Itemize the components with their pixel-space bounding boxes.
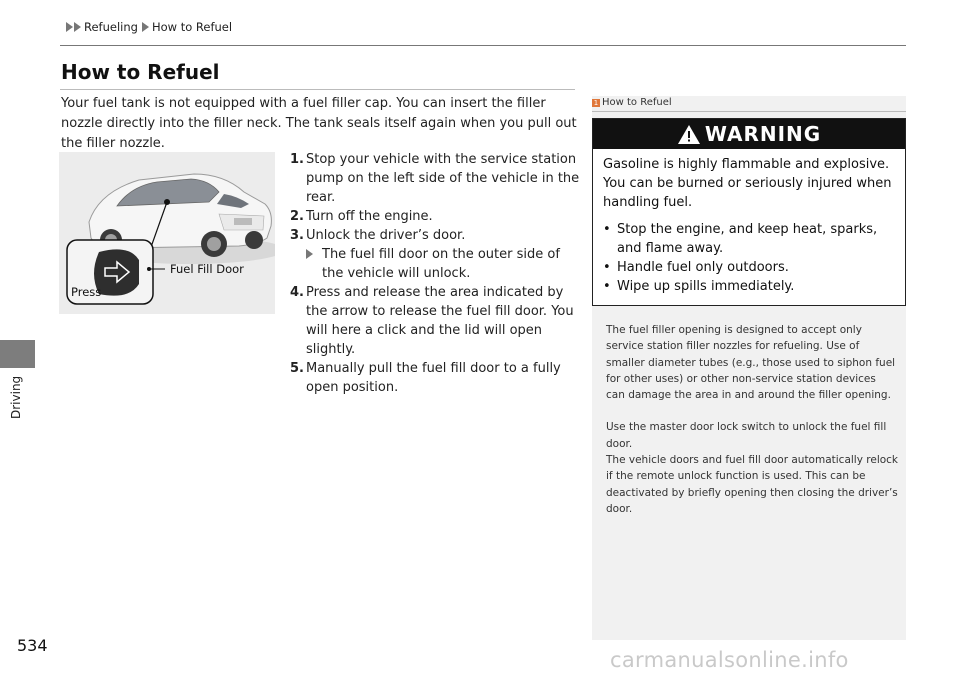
list-item: • Stop the engine, and keep heat, sparks, and flame away.	[603, 220, 893, 258]
reference-icon: 1	[593, 98, 599, 107]
step-text: Manually pull the fuel fill door to a fully open position.	[306, 361, 561, 395]
page-title: How to Refuel	[61, 60, 220, 84]
list-item	[280, 226, 580, 283]
step-number: 4.	[290, 285, 304, 300]
sidebar-divider	[592, 111, 906, 112]
sidebar-header	[592, 97, 672, 108]
note-paragraph: The fuel filler opening is designed to accept only service station filler nozzles for refueling. Use of smaller diameter tubes (e.g., those used to siphon fuel for other uses) or other non-service station devices can damage the area in and around the filler opening.	[606, 324, 896, 402]
intro-paragraph: Your fuel tank is not equipped with a fuel filler cap. You can insert the filler nozzle directly into the filler neck. The tank seals itself again when you pull out the filler nozzle.	[61, 96, 577, 151]
warning-bullet: Handle fuel only outdoors.	[617, 260, 789, 275]
step-text: Unlock the driver’s door.	[306, 228, 466, 243]
warning-bullet: Stop the engine, and keep heat, sparks, and flame away.	[617, 222, 878, 256]
step-body	[306, 226, 580, 283]
warning-header	[593, 119, 905, 149]
step-text: Press and release the area indicated by the arrow to release the fuel fill door. You will here a click and the lid will open slightly.	[306, 285, 574, 357]
list-item	[280, 150, 580, 207]
warning-triangle-icon	[677, 124, 701, 145]
warning-title: WARNING	[704, 122, 822, 146]
breadcrumb-item-refueling[interactable]: Refueling	[84, 20, 138, 34]
warning-box	[592, 118, 906, 306]
warning-text: Gasoline is highly flammable and explosive. You can be burned or seriously injured when handling fuel.	[603, 157, 892, 210]
step-text: Turn off the engine.	[306, 209, 433, 224]
step-number: 2.	[290, 209, 304, 224]
press-label: Press	[71, 285, 102, 299]
breadcrumb	[66, 20, 236, 34]
list-item: • Wipe up spills immediately.	[603, 279, 795, 294]
sub-step	[306, 245, 580, 283]
sidebar-header-label: How to Refuel	[602, 97, 672, 108]
warning-bullet: Wipe up spills immediately.	[617, 279, 795, 294]
breadcrumb-item-how-to-refuel[interactable]: How to Refuel	[151, 20, 233, 34]
warning-list	[593, 220, 905, 296]
page-number: 534	[17, 636, 48, 655]
fuel-fill-door-label: Fuel Fill Door	[170, 262, 244, 276]
chapter-label: Driving	[9, 375, 23, 419]
breadcrumb-arrow-icon	[142, 22, 149, 32]
step-number: 3.	[290, 228, 304, 243]
note-paragraph: Use the master door lock switch to unlock the fuel fill door. The vehicle doors and fuel fill door automatically relock if the remote unlock function is used. This can be deactivated by briefly opening then closing the driver’s door.	[606, 421, 899, 515]
list-item	[280, 283, 580, 359]
sidebar-notes	[606, 322, 898, 533]
title-divider	[60, 89, 575, 90]
breadcrumb-arrow-icon	[74, 22, 81, 32]
list-item	[280, 207, 580, 226]
list-item: • Handle fuel only outdoors.	[603, 260, 789, 275]
watermark: carmanualsonline.info	[610, 648, 849, 672]
list-item	[280, 359, 580, 397]
sub-step-text: The fuel fill door on the outer side of the vehicle will unlock.	[322, 247, 560, 281]
step-number: 5.	[290, 361, 304, 376]
breadcrumb-arrow-icon	[66, 22, 73, 32]
step-text: Stop your vehicle with the service station pump on the left side of the vehicle in the rear.	[306, 152, 580, 205]
fuel-door-illustration	[59, 152, 275, 314]
steps-list	[280, 150, 580, 397]
header-divider	[60, 45, 906, 46]
chapter-tab	[0, 340, 35, 368]
step-number: 1.	[290, 152, 304, 167]
result-arrow-icon	[306, 245, 322, 283]
